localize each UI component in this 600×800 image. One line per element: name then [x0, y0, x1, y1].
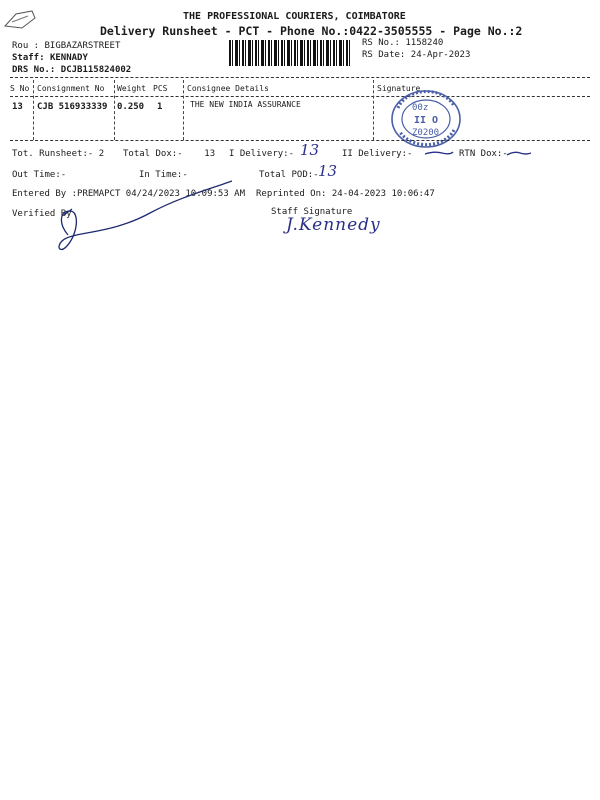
row-consignee: THE NEW INDIA ASSURANCE — [190, 100, 301, 109]
staff-signature-value: J.Kennedy — [286, 215, 381, 235]
in-time: In Time:- — [139, 170, 188, 180]
col-header-signature: Signature — [377, 84, 421, 93]
row-weight: 0.250 — [117, 102, 145, 112]
company-title: THE PROFESSIONAL COURIERS, COIMBATORE — [183, 11, 406, 22]
rs-date-field — [362, 50, 470, 60]
tot-runsheet-value: 2 — [98, 149, 105, 159]
rtn-dox-dash-mark — [506, 148, 532, 158]
stamp-line3: Z0200 — [412, 128, 440, 138]
rtn-dox — [459, 149, 508, 159]
entered-by: Entered By :PREMAPCT 04/24/2023 10:09:53 AM — [12, 189, 245, 199]
rtn-dox-label: RTN Dox:- — [459, 149, 508, 159]
i-delivery-value: 13 — [300, 141, 320, 159]
col-header-weight: Weight — [117, 84, 146, 93]
rs-no-value: 1158240 — [405, 38, 444, 48]
tot-runsheet-label: Tot. Runsheet:- — [12, 149, 94, 159]
table-header-rule — [10, 96, 590, 97]
staff-signature-label: Staff Signature — [271, 207, 353, 217]
col-divider — [114, 80, 115, 140]
route-field — [12, 41, 120, 51]
out-time: Out Time:- — [12, 170, 67, 180]
col-divider — [183, 80, 184, 140]
total-pod-label: Total POD:- — [259, 170, 319, 180]
corner-mark-icon — [2, 8, 38, 32]
verified-by-signature — [50, 175, 250, 260]
col-divider — [373, 80, 374, 140]
i-delivery-label: I Delivery:- — [229, 149, 295, 159]
drs-field — [12, 65, 131, 75]
rs-date-label: RS Date: — [362, 50, 406, 60]
col-header-consignee: Consignee Details — [187, 84, 269, 93]
reprinted-on: Reprinted On: 24-04-2023 10:06:47 — [256, 189, 435, 199]
verified-by-label: Verified By — [12, 209, 72, 219]
col-divider — [33, 80, 34, 140]
col-header-sno: S No — [10, 84, 30, 93]
total-pod-value: 13 — [318, 162, 338, 180]
table-top-rule — [10, 77, 590, 78]
rs-no-field — [362, 38, 443, 48]
row-sno: 13 — [12, 102, 23, 112]
rs-date-value: 24-Apr-2023 — [410, 50, 471, 60]
drs-label: DRS No.: — [12, 65, 56, 75]
route-label: Rou : — [12, 41, 40, 51]
row-pcs: 1 — [157, 102, 163, 112]
drs-value: DCJB115824002 — [60, 65, 132, 75]
tot-runsheet — [12, 149, 104, 159]
route-value: BIGBAZARSTREET — [44, 41, 121, 51]
ii-delivery-label: II Delivery:- — [342, 149, 413, 159]
runsheet-subtitle: Delivery Runsheet - PCT - Phone No.:0422-3505555 - Page No.:2 — [100, 24, 523, 38]
total-pod — [259, 170, 319, 180]
staff-value: KENNADY — [49, 53, 88, 63]
ii-delivery-dash-mark — [424, 148, 454, 158]
ii-delivery — [342, 149, 412, 159]
col-header-consignment: Consignment No — [37, 84, 105, 93]
total-dox-value: 13 — [204, 149, 216, 159]
stamp-line2: II O — [414, 115, 439, 126]
barcode — [229, 40, 351, 66]
row-consignment: CJB 516933339 — [37, 102, 108, 112]
rs-no-label: RS No.: — [362, 38, 400, 48]
total-dox-label: Total Dox:- — [123, 149, 183, 159]
stamp-line1: 00z — [412, 103, 429, 113]
i-delivery — [229, 149, 294, 159]
staff-field — [12, 53, 88, 63]
total-dox — [123, 149, 215, 159]
col-header-pcs: PCS — [153, 84, 168, 93]
staff-label: Staff: — [12, 53, 45, 63]
